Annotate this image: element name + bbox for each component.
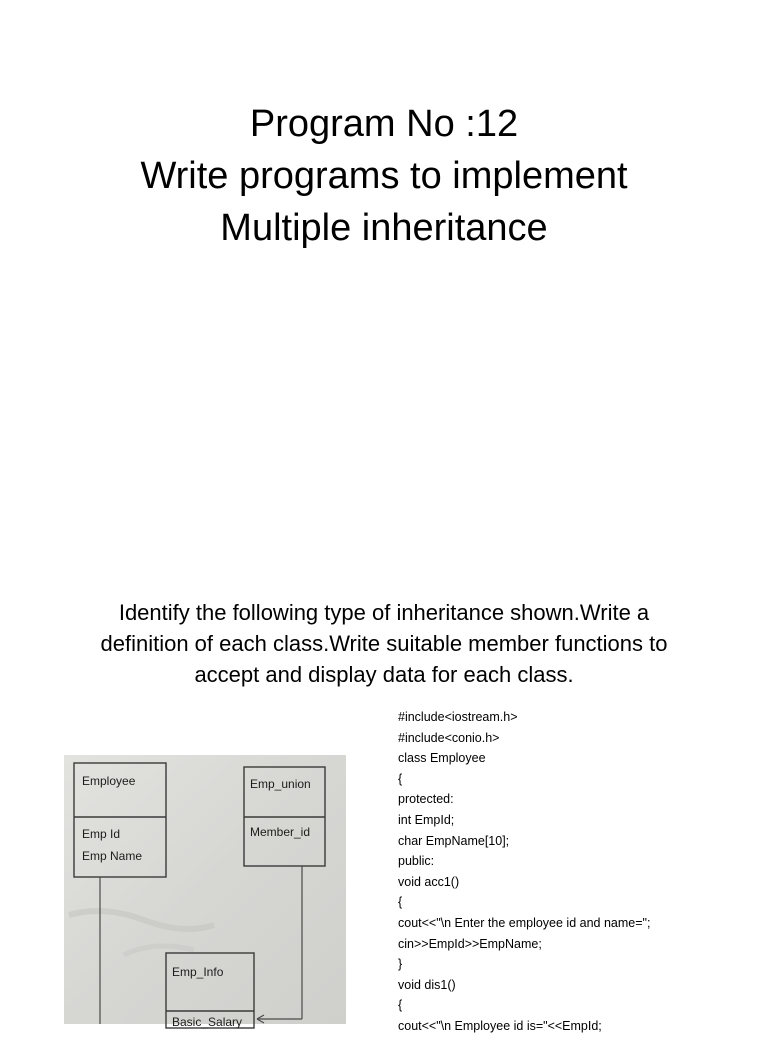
code-line: cin>>EmpId>>EmpName; (398, 936, 542, 951)
code-line: void acc1() (398, 874, 460, 889)
code-line: class Employee (398, 751, 486, 766)
code-line: } (398, 957, 403, 972)
code-line: { (398, 771, 403, 786)
code-line: void dis1() (398, 977, 456, 992)
code-line: cout<<"\n Employee id is="<<EmpId; (398, 1018, 602, 1033)
code-line: int EmpId; (398, 812, 455, 827)
emp-info-class-name: Emp_Info (172, 965, 224, 979)
employee-attr-empid: Emp Id (82, 827, 121, 841)
emp-info-attr-basicsalary: Basic_Salary (172, 1015, 243, 1029)
code-listing (398, 707, 758, 1033)
title-line-1: Program No :12 (249, 103, 519, 145)
class-diagram (64, 755, 346, 1029)
employee-attr-empname: Emp Name (82, 849, 143, 863)
code-line: public: (398, 854, 435, 869)
prompt-line-3: accept and display data for each class. (194, 662, 574, 687)
prompt-line-1: Identify the following type of inheritance shown.Write a (118, 600, 650, 625)
page-title (0, 98, 768, 254)
code-line: protected: (398, 792, 454, 807)
question-prompt (40, 597, 728, 690)
code-line: cout<<"\n Enter the employee id and name="; (398, 915, 651, 930)
employee-class-name: Employee (82, 774, 136, 788)
emp-union-attr-memberid: Member_id (250, 825, 311, 839)
emp-union-class-name: Emp_union (250, 777, 311, 791)
code-line: char EmpName[10]; (398, 833, 510, 848)
code-line: #include<iostream.h> (398, 710, 518, 724)
title-line-2: Write programs to implement (140, 155, 628, 197)
title-line-3: Multiple inheritance (220, 207, 548, 249)
code-line: { (398, 998, 403, 1013)
prompt-line-2: definition of each class.Write suitable member functions to (100, 631, 668, 656)
code-line: { (398, 895, 403, 910)
paper-background (64, 755, 346, 1024)
code-line: #include<conio.h> (398, 730, 500, 745)
class-diagram-photo (64, 755, 346, 1029)
